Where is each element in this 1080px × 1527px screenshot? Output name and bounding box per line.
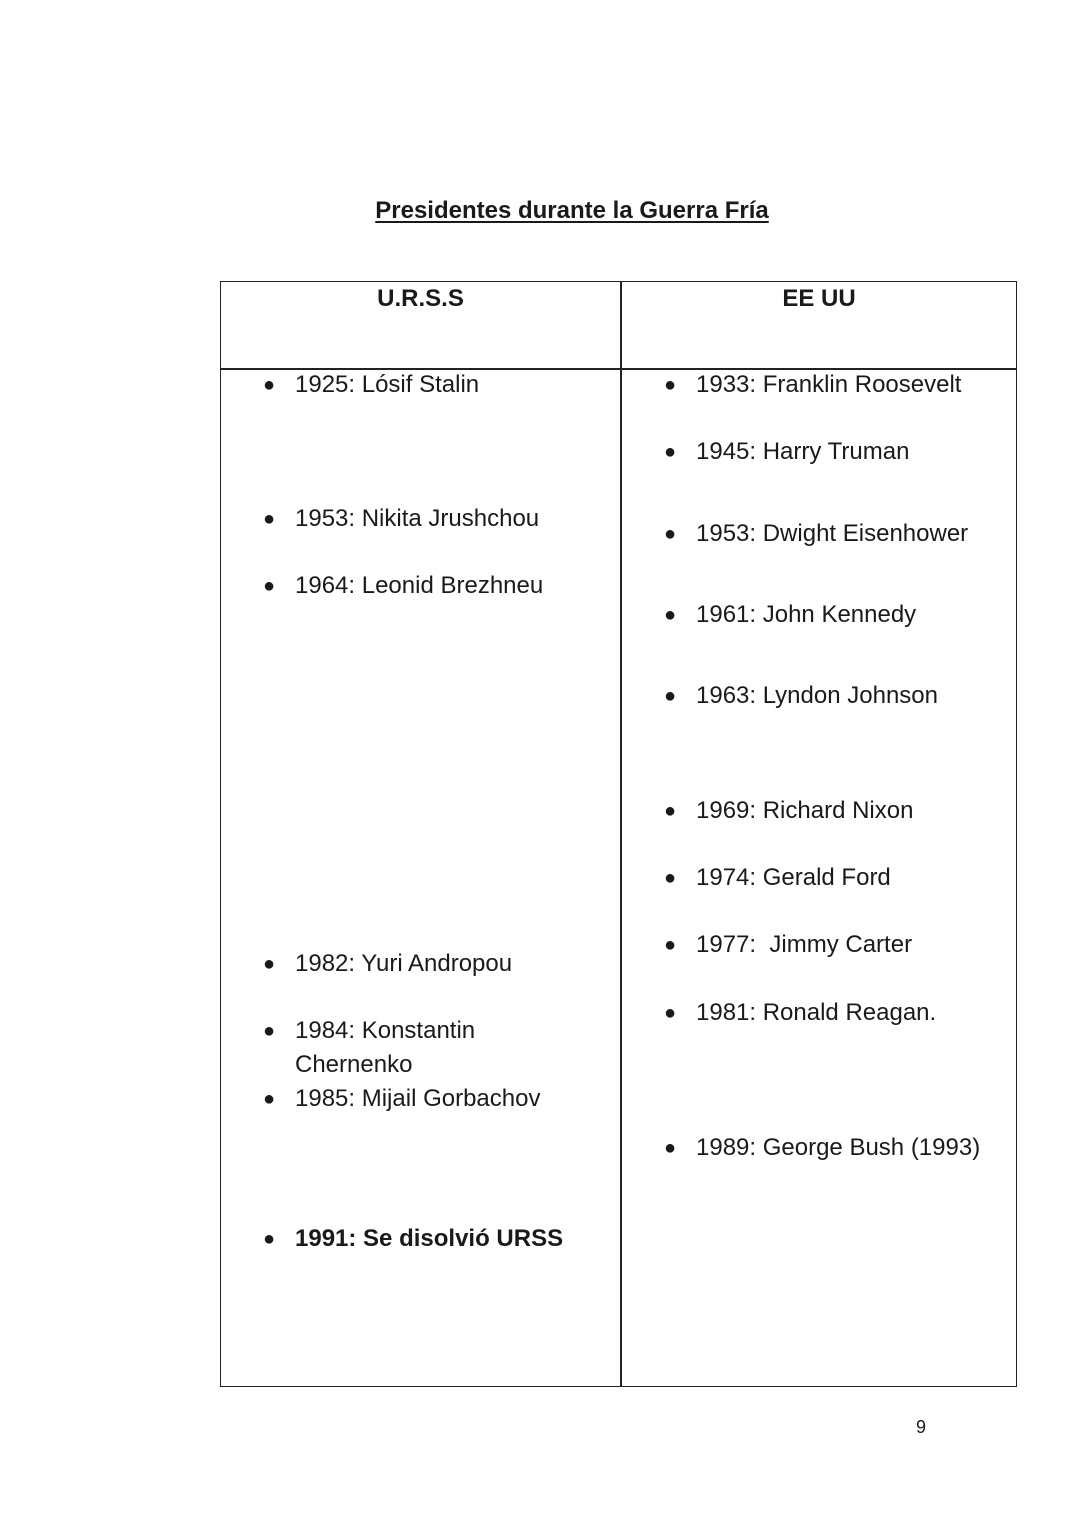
list-item-text: 1953: Nikita Jrushchou — [295, 505, 540, 532]
bullet: ● — [664, 800, 677, 822]
bullet: ● — [664, 374, 677, 396]
bullet: ● — [664, 441, 677, 463]
list-item-text: 1984: Konstantin Chernenko — [295, 1017, 476, 1078]
bullet: ● — [664, 1137, 677, 1159]
list-item-text: 1945: Harry Truman — [696, 438, 910, 465]
list-item-text: 1981: Ronald Reagan. — [696, 999, 937, 1026]
bullet: ● — [263, 508, 276, 530]
list-item-text: 1989: George Bush (1993) — [696, 1134, 981, 1161]
list-item-text: 1974: Gerald Ford — [696, 864, 891, 891]
bullet: ● — [664, 604, 677, 626]
bullet: ● — [263, 1020, 276, 1042]
list-item-text: 1953: Dwight Eisenhower — [696, 520, 969, 547]
column-header-eeuu: EE UU — [782, 285, 856, 312]
list-item-text: 1961: John Kennedy — [696, 601, 917, 628]
bullet: ● — [263, 575, 276, 597]
list-item-text: 1991: Se disolvió URSS — [295, 1225, 564, 1252]
column-divider — [620, 282, 622, 1386]
list-item-text: 1982: Yuri Andropou — [295, 950, 513, 977]
bullet: ● — [664, 934, 677, 956]
presidents-table — [220, 281, 1017, 1387]
page-number: 9 — [915, 1417, 926, 1437]
list-item-text: 1977: Jimmy Carter — [696, 931, 913, 958]
list-item-text: 1933: Franklin Roosevelt — [696, 371, 962, 398]
bullet: ● — [664, 867, 677, 889]
bullet: ● — [263, 1228, 276, 1250]
bullet: ● — [263, 374, 276, 396]
column-header-urss: U.R.S.S — [377, 285, 464, 312]
bullet: ● — [664, 523, 677, 545]
list-item-text: 1963: Lyndon Johnson — [696, 682, 938, 709]
list-item-text: 1964: Leonid Brezhneu — [295, 572, 544, 599]
bullet: ● — [263, 1088, 276, 1110]
list-item-text: 1969: Richard Nixon — [696, 797, 914, 824]
document-title: Presidentes durante la Guerra Fría — [375, 197, 769, 224]
list-item-text: 1985: Mijail Gorbachov — [295, 1085, 541, 1112]
list-item-text: 1925: Lósif Stalin — [295, 371, 480, 398]
bullet: ● — [263, 953, 276, 975]
bullet: ● — [664, 685, 677, 707]
bullet: ● — [664, 1002, 677, 1024]
